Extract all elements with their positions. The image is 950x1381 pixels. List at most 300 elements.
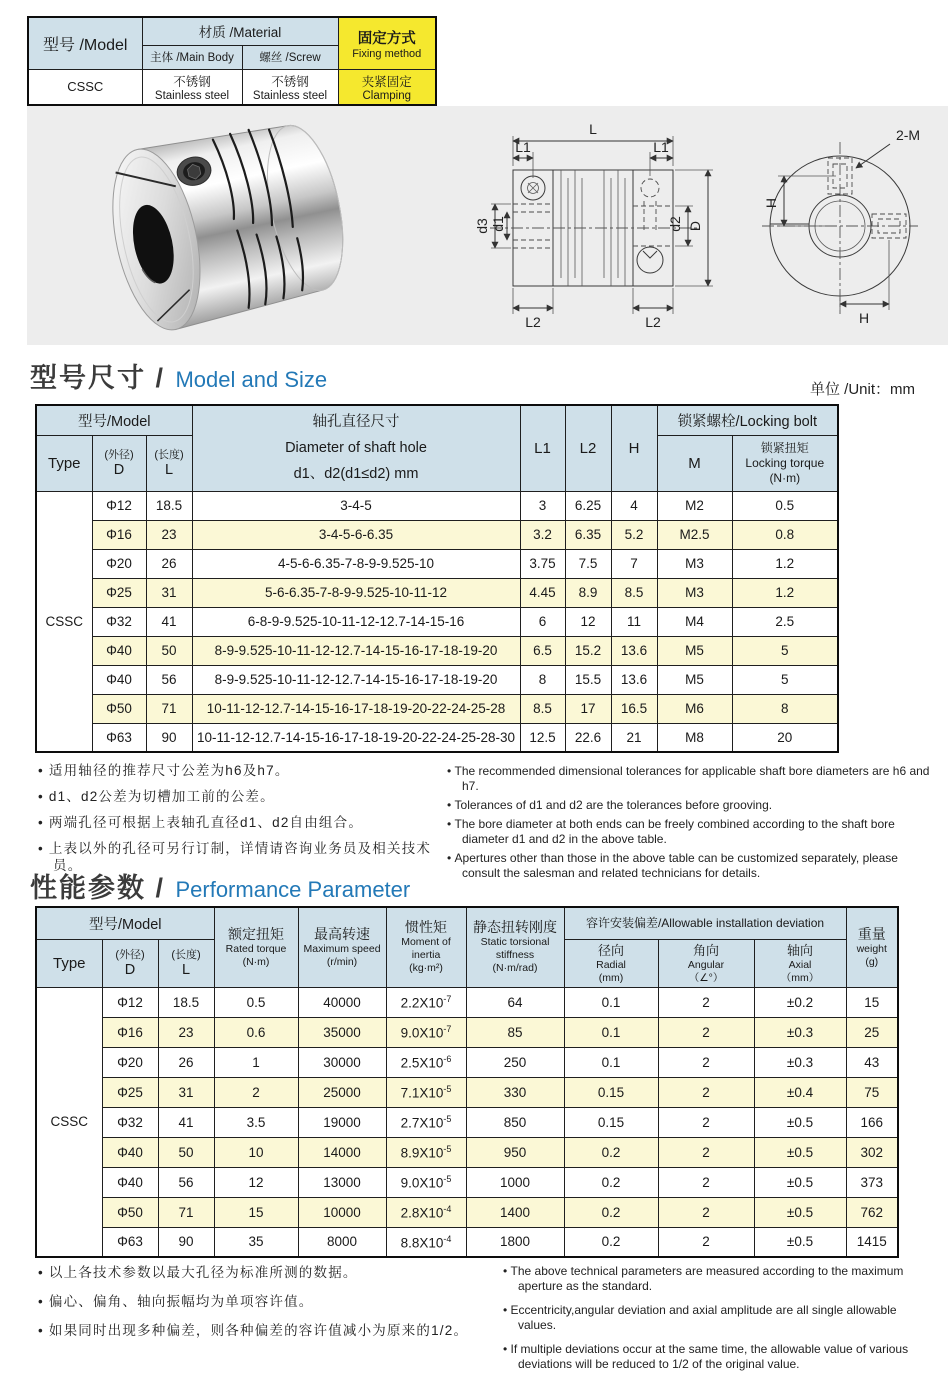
inertia-zh: 惯性矩 — [405, 919, 448, 936]
locking-torque-zh: 锁紧扭矩 — [760, 440, 809, 455]
locking-torque-cell: 0.5 — [732, 491, 838, 520]
stiffness-col-header — [466, 907, 564, 987]
inertia-exponent: -4 — [443, 1203, 452, 1214]
shaft-hole-zh: 轴孔直径尺寸 — [312, 414, 400, 431]
l2-cell: 15.5 — [565, 665, 611, 694]
outer-diameter-cell: Φ16 — [102, 1017, 158, 1047]
radial-col-header — [564, 939, 658, 987]
shaft-hole-cell: 3-4-5-6-6.35 — [192, 520, 520, 549]
screw-value — [242, 69, 338, 106]
size-title-en: Model and Size — [175, 367, 328, 392]
outer-diameter-cell: Φ50 — [92, 694, 146, 723]
length-cell: 56 — [158, 1167, 214, 1197]
max-speed-cell: 19000 — [298, 1107, 386, 1137]
fixing-zh: 夹紧固定 — [361, 74, 412, 89]
bolt-size-cell: M3 — [657, 578, 732, 607]
perf-section-title — [30, 866, 410, 905]
max-speed-cell: 14000 — [298, 1137, 386, 1167]
locking-bolt-header: 锁紧螺栓/Locking bolt — [657, 405, 838, 435]
perf-notes-zh — [38, 1264, 493, 1351]
weight-zh: 重量 — [857, 925, 886, 942]
h-col-header: H — [611, 405, 657, 491]
fixing-method-zh: 固定方式 — [357, 30, 416, 47]
radial-cell: 0.2 — [564, 1197, 658, 1227]
length-zh: (长度) — [171, 949, 201, 961]
radial-cell: 0.15 — [564, 1107, 658, 1137]
table-row — [36, 578, 838, 607]
locking-torque-cell: 1.2 — [732, 578, 838, 607]
table-row — [36, 520, 838, 549]
length-col-header — [158, 939, 214, 987]
stiffness-cell: 64 — [466, 987, 564, 1017]
length-col-header — [146, 435, 192, 491]
table-row — [36, 1017, 898, 1047]
shaft-hole-spec: d1、d2(d1≤d2) mm — [293, 466, 419, 483]
l1-cell: 6.5 — [520, 636, 565, 665]
rated-torque-cell: 12 — [214, 1167, 298, 1197]
perf-title-zh: 性能参数 / — [30, 873, 166, 903]
left-clamp-screw — [521, 176, 545, 200]
main-body-value — [142, 69, 242, 106]
h-cell: 13.6 — [611, 636, 657, 665]
shaft-hole-cell: 5-6-6.35-7-8-9-9.525-10-11-12 — [192, 578, 520, 607]
image-band — [27, 106, 948, 345]
bolt-size-cell: M6 — [657, 694, 732, 723]
dim-L2-left-label: L2 — [525, 314, 541, 330]
l1-cell: 3.2 — [520, 520, 565, 549]
length-cell: 26 — [146, 549, 192, 578]
l2-cell: 22.6 — [565, 723, 611, 752]
dim-H-left-label: H — [763, 197, 779, 209]
h-cell: 4 — [611, 491, 657, 520]
radial-cell: 0.2 — [564, 1227, 658, 1257]
inertia-exponent: -6 — [443, 1053, 452, 1064]
dim-2M-label: 2-M — [895, 127, 921, 143]
axial-col-header — [754, 939, 846, 987]
material-header: 材质 /Material — [142, 17, 338, 45]
inertia-cell — [386, 1137, 466, 1167]
shaft-hole-cell: 10-11-12-12.7-14-15-16-17-18-19-20-22-24-25-28-30 — [192, 723, 520, 752]
rated-torque-unit: (N·m) — [242, 955, 270, 968]
weight-cell: 302 — [846, 1137, 898, 1167]
rated-torque-cell: 35 — [214, 1227, 298, 1257]
table-row — [36, 1077, 898, 1107]
l2-cell: 12 — [565, 607, 611, 636]
dim-d1-label: d1 — [490, 216, 506, 232]
outer-diameter-cell: Φ20 — [102, 1047, 158, 1077]
weight-col-header — [846, 907, 898, 987]
stiffness-cell: 1400 — [466, 1197, 564, 1227]
dim-L1-left-label: L1 — [515, 139, 531, 155]
product-photo — [55, 112, 395, 338]
table-row — [36, 694, 838, 723]
screw-zh: 不锈钢 — [271, 74, 309, 89]
model-col-header: 型号/Model — [36, 907, 214, 939]
perf-title-en: Performance Parameter — [175, 877, 411, 902]
outer-diameter-cell: Φ25 — [92, 578, 146, 607]
table-row — [36, 1047, 898, 1077]
stiffness-cell: 330 — [466, 1077, 564, 1107]
inertia-exponent: -4 — [443, 1233, 452, 1244]
l1-col-header: L1 — [520, 405, 565, 491]
inertia-mantissa: 2.5X10 — [400, 1055, 444, 1071]
length-cell: 90 — [146, 723, 192, 752]
radial-cell: 0.1 — [564, 987, 658, 1017]
locking-torque-col-header — [732, 435, 838, 491]
table-row — [36, 1197, 898, 1227]
inertia-unit: (kg·m²) — [409, 962, 443, 975]
outer-diameter-col-header — [92, 435, 146, 491]
weight-unit: (g) — [865, 955, 879, 968]
note-item: • If multiple deviations occur at the same time, the allowable value of various deviations will be reduced to 1/2 of the original value. — [503, 1342, 933, 1372]
max-speed-cell: 10000 — [298, 1197, 386, 1227]
length-cell: 31 — [146, 578, 192, 607]
rated-torque-cell: 0.5 — [214, 987, 298, 1017]
table-row — [36, 636, 838, 665]
inertia-mantissa: 2.2X10 — [400, 995, 444, 1011]
weight-cell: 373 — [846, 1167, 898, 1197]
max-speed-zh: 最高转速 — [314, 925, 371, 942]
note-item: • 适用轴径的推荐尺寸公差为h6及h7。 — [38, 762, 458, 779]
locking-torque-cell: 2.5 — [732, 607, 838, 636]
model-col-header: 型号/Model — [36, 405, 192, 435]
rated-torque-cell: 3.5 — [214, 1107, 298, 1137]
outer-diameter-cell: Φ20 — [92, 549, 146, 578]
l1-cell: 3.75 — [520, 549, 565, 578]
inertia-exponent: -5 — [443, 1173, 452, 1184]
table-row — [36, 665, 838, 694]
inertia-cell — [386, 1077, 466, 1107]
radial-cell: 0.15 — [564, 1077, 658, 1107]
note-item: • Tolerances of d1 and d2 are the tolerances before grooving. — [447, 798, 937, 813]
shaft-hole-cell: 8-9-9.525-10-11-12-12.7-14-15-16-17-18-19-20 — [192, 636, 520, 665]
length-cell: 71 — [146, 694, 192, 723]
length-cell: 90 — [158, 1227, 214, 1257]
axial-cell: ±0.5 — [754, 1227, 846, 1257]
front-view-drawing — [740, 108, 945, 343]
dim-H-bottom-label: H — [858, 310, 870, 326]
locking-torque-cell: 8 — [732, 694, 838, 723]
outer-diameter-cell: Φ32 — [102, 1107, 158, 1137]
inertia-mantissa: 9.0X10 — [400, 1175, 444, 1191]
screw-header: 螺丝 /Screw — [242, 45, 338, 69]
inertia-cell — [386, 1167, 466, 1197]
main-body-zh: 不锈钢 — [173, 74, 211, 89]
axial-cell: ±0.2 — [754, 987, 846, 1017]
stiffness-cell: 250 — [466, 1047, 564, 1077]
main-body-en: Stainless steel — [154, 89, 230, 102]
radial-zh: 径向 — [598, 942, 625, 958]
size-title-zh: 型号尺寸 / — [30, 363, 166, 393]
length-cell: 18.5 — [146, 491, 192, 520]
l2-cell: 6.25 — [565, 491, 611, 520]
perf-notes-en — [503, 1264, 933, 1381]
bolt-size-cell: M4 — [657, 607, 732, 636]
inertia-cell — [386, 1227, 466, 1257]
model-size-table — [35, 404, 839, 753]
coupling-body — [98, 112, 357, 338]
l2-cell: 15.2 — [565, 636, 611, 665]
outer-diameter-cell: Φ12 — [92, 491, 146, 520]
inertia-mantissa: 7.1X10 — [400, 1085, 444, 1101]
model-header: 型号 /Model — [28, 17, 142, 69]
axial-cell: ±0.5 — [754, 1167, 846, 1197]
l2-cell: 17 — [565, 694, 611, 723]
stiffness-cell: 1800 — [466, 1227, 564, 1257]
fixing-value — [338, 69, 436, 106]
shaft-hole-col-header — [192, 405, 520, 491]
weight-cell: 43 — [846, 1047, 898, 1077]
l1-cell: 6 — [520, 607, 565, 636]
l1-cell: 8.5 — [520, 694, 565, 723]
length-cell: 71 — [158, 1197, 214, 1227]
length-symbol: L — [181, 962, 191, 978]
angular-cell: 2 — [658, 1197, 754, 1227]
inertia-cell — [386, 987, 466, 1017]
bolt-size-col-header: M — [657, 435, 732, 491]
outer-diameter-symbol: D — [113, 462, 125, 478]
model-material-table — [27, 16, 437, 108]
inertia-cell — [386, 1107, 466, 1137]
weight-cell: 25 — [846, 1017, 898, 1047]
length-cell: 23 — [146, 520, 192, 549]
h-cell: 8.5 — [611, 578, 657, 607]
inertia-exponent: -5 — [443, 1143, 452, 1154]
max-speed-cell: 8000 — [298, 1227, 386, 1257]
shaft-hole-cell: 4-5-6-6.35-7-8-9-9.525-10 — [192, 549, 520, 578]
table-row — [36, 1167, 898, 1197]
note-item: • 上表以外的孔径可另行订制，详情请咨询业务员及相关技术员。 — [38, 840, 458, 874]
outer-diameter-cell: Φ40 — [92, 636, 146, 665]
bolt-size-cell: M5 — [657, 636, 732, 665]
bolt-size-cell: M8 — [657, 723, 732, 752]
max-speed-cell: 25000 — [298, 1077, 386, 1107]
angular-col-header — [658, 939, 754, 987]
note-item: • Apertures other than those in the above table can be customized separately, please consult the salesman and related technicians for details. — [447, 851, 937, 881]
outer-diameter-cell: Φ16 — [92, 520, 146, 549]
outer-diameter-symbol: D — [124, 962, 136, 978]
inertia-cell — [386, 1017, 466, 1047]
note-item: • 两端孔径可根据上表轴孔直径d1、d2自由组合。 — [38, 814, 458, 831]
outer-diameter-cell: Φ63 — [102, 1227, 158, 1257]
shaft-hole-cell: 10-11-12-12.7-14-15-16-17-18-19-20-22-24-25-28 — [192, 694, 520, 723]
max-speed-col-header — [298, 907, 386, 987]
stiffness-cell: 950 — [466, 1137, 564, 1167]
rated-torque-cell: 10 — [214, 1137, 298, 1167]
model-value: CSSC — [28, 69, 142, 106]
locking-torque-unit: (N·m) — [769, 470, 801, 485]
dim-L1-right-label: L1 — [653, 139, 669, 155]
max-speed-cell: 30000 — [298, 1047, 386, 1077]
inertia-mantissa: 2.8X10 — [400, 1205, 444, 1221]
angular-cell: 2 — [658, 1107, 754, 1137]
outer-diameter-cell: Φ40 — [92, 665, 146, 694]
inertia-mantissa: 8.8X10 — [400, 1235, 444, 1250]
length-zh: (长度) — [154, 449, 184, 461]
l2-cell: 6.35 — [565, 520, 611, 549]
stiffness-en: Static torsional stiffness — [480, 936, 550, 962]
deviation-header: 容许安装偏差/Allowable installation deviation — [564, 907, 846, 939]
stiffness-unit: (N·m/rad) — [492, 962, 538, 975]
radial-cell: 0.2 — [564, 1167, 658, 1197]
bolt-size-cell: M2 — [657, 491, 732, 520]
weight-cell: 1415 — [846, 1227, 898, 1257]
h-cell: 7 — [611, 549, 657, 578]
axial-en: Axial — [788, 958, 812, 971]
radial-en: Radial — [596, 958, 626, 971]
outer-diameter-zh: (外径) — [104, 449, 134, 461]
length-cell: 50 — [146, 636, 192, 665]
axial-zh: 轴向 — [787, 942, 814, 958]
note-item: • The bore diameter at both ends can be freely combined according to the shaft bore diameter d1 and d2 in the above table. — [447, 817, 937, 847]
outer-diameter-zh: (外径) — [115, 949, 145, 961]
locking-torque-en: Locking torque — [745, 455, 825, 470]
angular-cell: 2 — [658, 1227, 754, 1257]
max-speed-cell: 13000 — [298, 1167, 386, 1197]
rated-torque-en: Rated torque — [225, 942, 287, 955]
angular-cell: 2 — [658, 1017, 754, 1047]
angular-cell: 2 — [658, 987, 754, 1017]
length-cell: 23 — [158, 1017, 214, 1047]
inertia-mantissa: 2.7X10 — [400, 1115, 444, 1131]
locking-torque-cell: 20 — [732, 723, 838, 752]
dim-L2-right-label: L2 — [645, 314, 661, 330]
angular-zh: 角向 — [693, 942, 720, 958]
note-item: • 如果同时出现多种偏差，则各种偏差的容许值减小为原来的1/2。 — [38, 1322, 493, 1339]
angular-cell: 2 — [658, 1167, 754, 1197]
l1-cell: 8 — [520, 665, 565, 694]
bolt-size-cell: M3 — [657, 549, 732, 578]
axial-cell: ±0.3 — [754, 1047, 846, 1077]
dim-D-label: D — [687, 220, 703, 232]
axial-cell: ±0.5 — [754, 1137, 846, 1167]
shaft-hole-en: Diameter of shaft hole — [285, 440, 427, 457]
rated-torque-cell: 15 — [214, 1197, 298, 1227]
l2-cell: 7.5 — [565, 549, 611, 578]
dim-d2-label: d2 — [667, 216, 683, 232]
weight-cell: 75 — [846, 1077, 898, 1107]
locking-torque-cell: 0.8 — [732, 520, 838, 549]
h-cell: 16.5 — [611, 694, 657, 723]
outer-diameter-cell: Φ25 — [102, 1077, 158, 1107]
l1-cell: 3 — [520, 491, 565, 520]
l1-cell: 4.45 — [520, 578, 565, 607]
max-speed-en: Maximum speed — [303, 942, 381, 955]
bolt-size-cell: M5 — [657, 665, 732, 694]
weight-cell: 166 — [846, 1107, 898, 1137]
inertia-col-header — [386, 907, 466, 987]
inertia-cell — [386, 1047, 466, 1077]
fixing-en: Clamping — [362, 89, 412, 102]
type-cell: CSSC — [36, 987, 102, 1257]
axial-cell: ±0.5 — [754, 1107, 846, 1137]
performance-table — [35, 906, 899, 1258]
length-cell: 56 — [146, 665, 192, 694]
length-cell: 18.5 — [158, 987, 214, 1017]
outer-diameter-col-header — [102, 939, 158, 987]
max-speed-cell: 40000 — [298, 987, 386, 1017]
locking-torque-cell: 5 — [732, 665, 838, 694]
axial-cell: ±0.4 — [754, 1077, 846, 1107]
note-item: • 以上各技术参数以最大孔径为标准所测的数据。 — [38, 1264, 493, 1281]
right-screw-section — [637, 179, 663, 273]
stiffness-cell: 1000 — [466, 1167, 564, 1197]
inertia-mantissa: 9.0X10 — [400, 1025, 444, 1041]
inertia-en: Moment of inertia — [401, 936, 451, 962]
rated-torque-cell: 1 — [214, 1047, 298, 1077]
radial-unit: (mm) — [598, 971, 624, 984]
bolt-size-cell: M2.5 — [657, 520, 732, 549]
max-speed-unit: (r/min) — [326, 955, 358, 968]
rated-torque-zh: 额定扭矩 — [228, 925, 285, 942]
table-row — [36, 607, 838, 636]
h-cell: 13.6 — [611, 665, 657, 694]
weight-cell: 762 — [846, 1197, 898, 1227]
length-cell: 26 — [158, 1047, 214, 1077]
inertia-exponent: -5 — [443, 1113, 452, 1124]
table-row — [36, 723, 838, 752]
stiffness-cell: 850 — [466, 1107, 564, 1137]
radial-cell: 0.1 — [564, 1017, 658, 1047]
inertia-exponent: -7 — [443, 993, 452, 1004]
type-col-header: Type — [36, 939, 102, 987]
radial-cell: 0.2 — [564, 1137, 658, 1167]
angular-unit: （∠°） — [688, 971, 724, 984]
radial-cell: 0.1 — [564, 1047, 658, 1077]
inertia-mantissa: 8.9X10 — [400, 1145, 444, 1161]
fixing-method-header — [338, 17, 436, 69]
outer-diameter-cell: Φ12 — [102, 987, 158, 1017]
note-item: • The above technical parameters are measured according to the maximum aperture as the standard. — [503, 1264, 933, 1294]
weight-en: weight — [856, 942, 887, 955]
inertia-cell — [386, 1197, 466, 1227]
inertia-exponent: -5 — [443, 1083, 452, 1094]
shaft-hole-cell: 6-8-9-9.525-10-11-12-12.7-14-15-16 — [192, 607, 520, 636]
table-row — [36, 1227, 898, 1257]
type-cell: CSSC — [36, 491, 92, 752]
size-notes-en — [447, 764, 937, 885]
rated-torque-cell: 2 — [214, 1077, 298, 1107]
stiffness-cell: 85 — [466, 1017, 564, 1047]
stiffness-zh: 静态扭转刚度 — [473, 919, 558, 936]
axial-cell: ±0.5 — [754, 1197, 846, 1227]
size-notes-zh — [38, 762, 458, 883]
locking-torque-cell: 5 — [732, 636, 838, 665]
type-col-header: Type — [36, 435, 92, 491]
shaft-hole-cell: 8-9-9.525-10-11-12-12.7-14-15-16-17-18-19-20 — [192, 665, 520, 694]
shaft-hole-cell: 3-4-5 — [192, 491, 520, 520]
dim-L-label: L — [589, 121, 597, 137]
outer-diameter-cell: Φ40 — [102, 1167, 158, 1197]
length-symbol: L — [164, 462, 174, 478]
weight-cell: 15 — [846, 987, 898, 1017]
note-item: • The recommended dimensional tolerances for applicable shaft bore diameters are h6 and h7. — [447, 764, 937, 794]
rated-torque-col-header — [214, 907, 298, 987]
outer-diameter-cell: Φ63 — [92, 723, 146, 752]
table-row — [36, 491, 838, 520]
locking-torque-cell: 1.2 — [732, 549, 838, 578]
l1-cell: 12.5 — [520, 723, 565, 752]
note-item: • 偏心、偏角、轴向振幅均为单项容许值。 — [38, 1293, 493, 1310]
h-cell: 5.2 — [611, 520, 657, 549]
l2-cell: 8.9 — [565, 578, 611, 607]
outer-diameter-cell: Φ32 — [92, 607, 146, 636]
note-item: • d1、d2公差为切槽加工前的公差。 — [38, 788, 458, 805]
max-speed-cell: 35000 — [298, 1017, 386, 1047]
inertia-exponent: -7 — [443, 1023, 452, 1034]
angular-cell: 2 — [658, 1047, 754, 1077]
length-cell: 41 — [158, 1107, 214, 1137]
